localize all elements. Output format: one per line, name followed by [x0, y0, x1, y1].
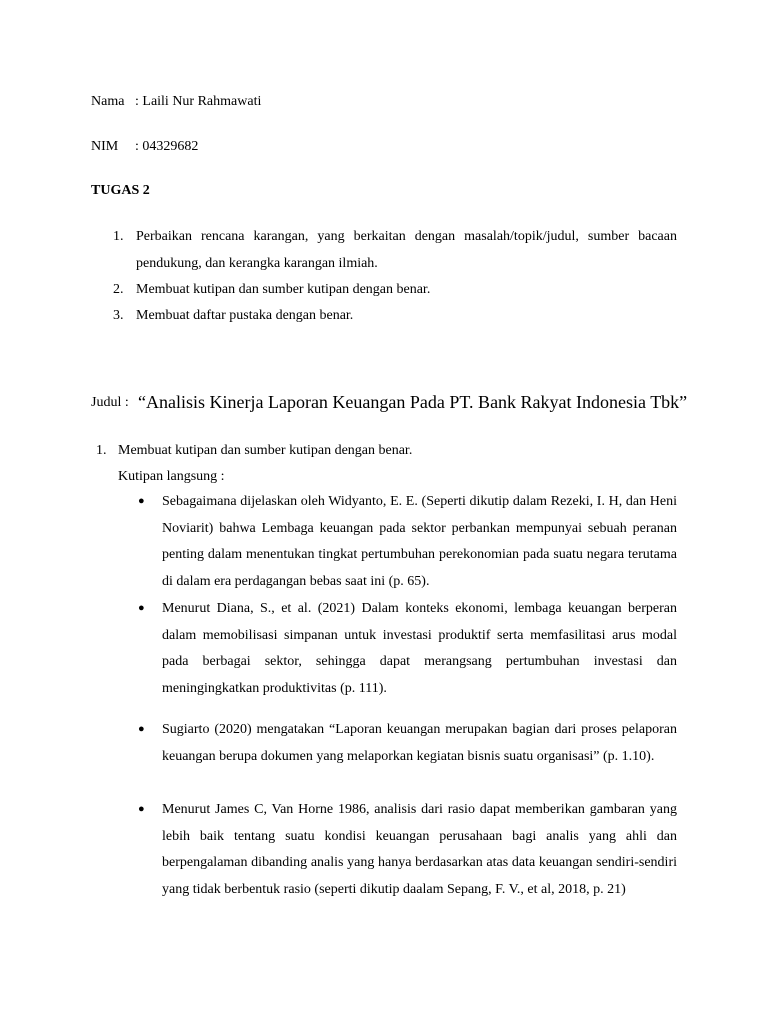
quote-item: Menurut Diana, S., et al. (2021) Dalam konteks ekonomi, lembaga keuangan berperan dalam memobilisasi simpanan untuk investasi produktif serta memfasilitasi arus modal pada berbagai sektor, sehingga dapat merangsang pertumbuhan investasi dan meningingkatkan produktivitas (p. 111).: [162, 601, 677, 697]
nim-label: NIM: [91, 139, 119, 154]
nim-value: : 04329682: [135, 139, 199, 154]
task-text: Membuat kutipan dan sumber kutipan dengan benar.: [136, 282, 431, 297]
section-subheading: Kutipan langsung :: [118, 469, 225, 484]
task-text: Perbaikan rencana karangan, yang berkaitan dengan masalah/topik/judul, sumber bacaan pendukung, dan kerangka karangan ilmiah.: [136, 229, 677, 271]
bullet-icon: ●: [138, 602, 145, 614]
section-number: 1.: [96, 443, 107, 458]
quote-item: Sugiarto (2020) mengatakan “Laporan keuangan merupakan bagian dari proses pelaporan keuangan berupa dokumen yang melaporkan kegiatan bisnis suatu organisasi” (p. 1.10).: [162, 722, 677, 764]
bullet-icon: ●: [138, 723, 145, 735]
nama-value: : Laili Nur Rahmawati: [135, 94, 262, 109]
task-number: 1.: [113, 229, 124, 244]
judul-label: Judul :: [91, 395, 129, 410]
quote-item: Menurut James C, Van Horne 1986, analisis dari rasio dapat memberikan gambaran yang lebih baik tentang suatu kondisi keuangan perusahaan bagi analis yang ahli dan berpengalaman dibanding analis yang hanya berdasarkan atas data keuangan sendiri-sendiri yang tidak berbentuk rasio (seperti dikutip daalam Sepang, F. V., et al, 2018, p. 21): [162, 802, 677, 898]
nama-label: Nama: [91, 94, 125, 109]
quote-item: Sebagaimana dijelaskan oleh Widyanto, E. E. (Seperti dikutip dalam Rezeki, I. H, dan Heni Noviarit) bahwa Lembaga keuangan pada sektor perbankan mempunyai sebuah peranan penting dalam menentukan tingkat pertumbuhan perekonomian pada suatu negara terutama di dalam era perdagangan bebas saat ini (p. 65).: [162, 494, 677, 590]
task-number: 2.: [113, 282, 124, 297]
bullet-icon: ●: [138, 803, 145, 815]
section-heading: Membuat kutipan dan sumber kutipan dengan benar.: [118, 443, 413, 458]
task-text: Membuat daftar pustaka dengan benar.: [136, 308, 354, 323]
bullet-icon: ●: [138, 495, 145, 507]
tugas-title: TUGAS 2: [91, 183, 150, 198]
judul-title: “Analisis Kinerja Laporan Keuangan Pada PT. Bank Rakyat Indonesia Tbk”: [138, 392, 688, 412]
task-number: 3.: [113, 308, 124, 323]
